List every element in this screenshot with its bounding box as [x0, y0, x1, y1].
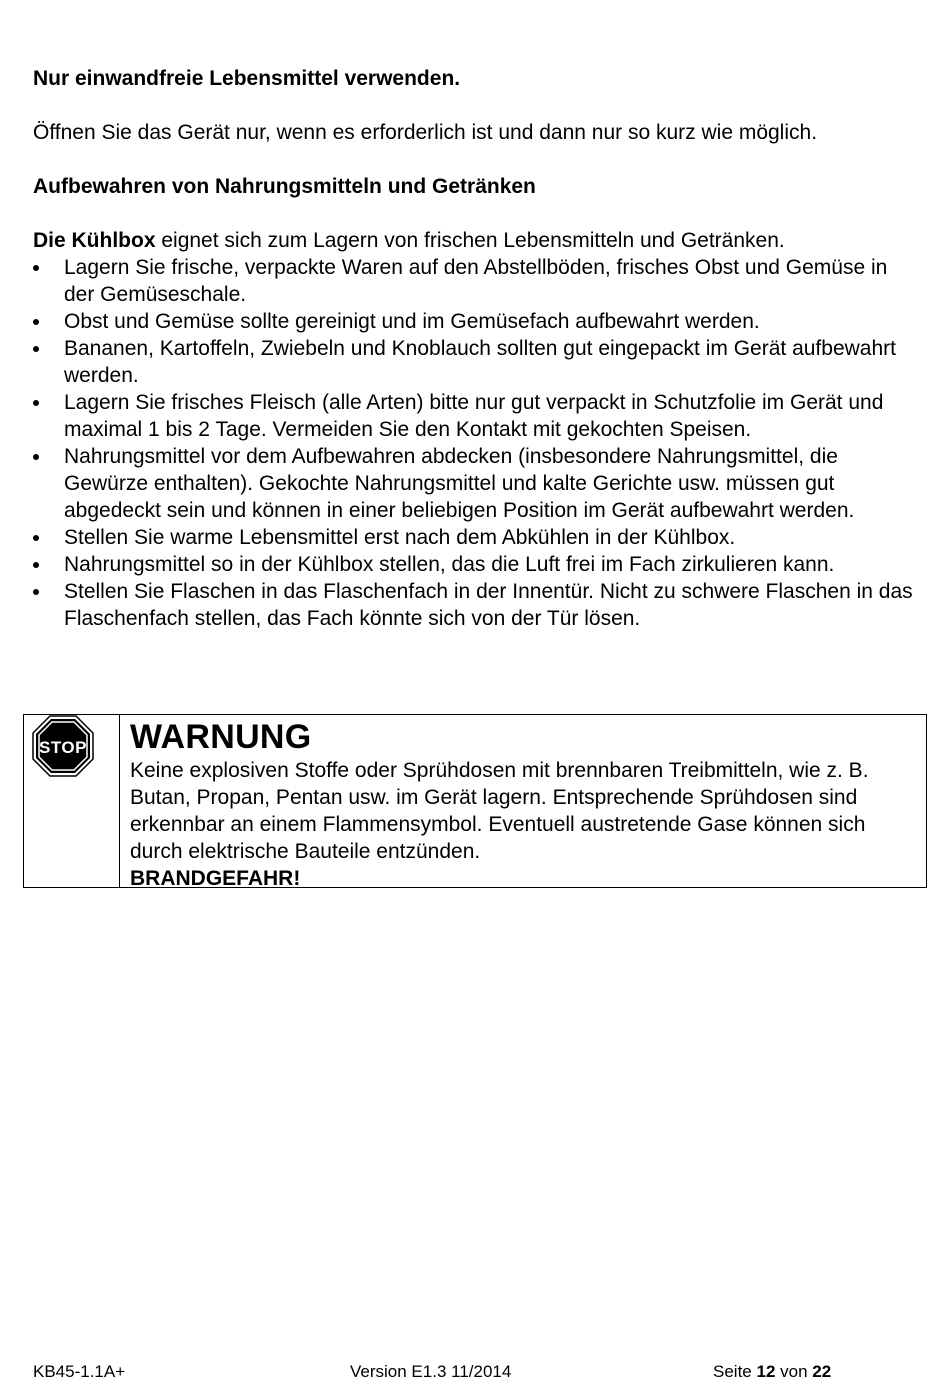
stop-sign-icon — [32, 715, 94, 777]
page-total: 22 — [812, 1362, 832, 1381]
warning-emphasis: BRANDGEFAHR! — [130, 867, 301, 890]
bullet-icon — [33, 562, 39, 568]
list-item-text: Bananen, Kartoffeln, Zwiebeln und Knoblauch sollten gut eingepackt im Gerät aufbewahrt werden. — [64, 337, 896, 387]
list-item — [33, 551, 923, 578]
list-item — [33, 335, 923, 389]
page-prefix: Seite — [713, 1362, 757, 1381]
open-note: Öffnen Sie das Gerät nur, wenn es erforderlich ist und dann nur so kurz wie möglich. — [33, 121, 818, 144]
bullet-icon — [33, 400, 39, 406]
list-item-text: Nahrungsmittel vor dem Aufbewahren abdecken (insbesondere Nahrungsmittel, die Gewürze enthalten). Gekochte Nahrungsmittel und kalte Gerichte usw. müssen gut abgedeckt sein und können in einer beliebigen Position im Gerät aufbewahrt werden. — [64, 445, 855, 522]
list-item-text: Lagern Sie frisches Fleisch (alle Arten) bitte nur gut verpackt in Schutzfolie im Gerät und maximal 1 bis 2 Tage. Vermeiden Sie den Kontakt mit gekochten Speisen. — [64, 391, 884, 441]
warning-text-cell — [120, 715, 926, 890]
warning-title: WARNUNG — [130, 718, 312, 756]
list-item — [33, 524, 923, 551]
intro-bold: Die Kühlbox — [33, 229, 156, 252]
bullet-icon — [33, 265, 39, 271]
stop-sign-text: STOP — [39, 738, 87, 757]
heading-food: Nur einwandfreie Lebensmittel verwenden. — [33, 67, 461, 90]
section-title: Aufbewahren von Nahrungsmitteln und Getränken — [33, 175, 536, 198]
list-item — [33, 254, 923, 308]
footer-version: Version E1.3 11/2014 — [350, 1362, 512, 1381]
list-item — [33, 308, 923, 335]
bullet-icon — [33, 535, 39, 541]
warning-box — [23, 714, 927, 888]
bullet-icon — [33, 589, 39, 595]
page-separator: von — [775, 1362, 813, 1381]
intro-paragraph — [33, 227, 923, 254]
intro-rest: eignet sich zum Lagern von frischen Lebensmitteln und Getränken. — [155, 229, 785, 252]
warning-icon-cell — [24, 715, 120, 887]
list-item-text: Stellen Sie warme Lebensmittel erst nach dem Abkühlen in der Kühlbox. — [64, 526, 736, 549]
page-current: 12 — [756, 1362, 776, 1381]
bullet-icon — [33, 319, 39, 325]
list-item-text: Nahrungsmittel so in der Kühlbox stellen, das die Luft frei im Fach zirkulieren kann. — [64, 553, 835, 576]
warning-body: Keine explosiven Stoffe oder Sprühdosen mit brennbaren Treibmitteln, wie z. B. Butan, Propan, Pentan usw. im Gerät lagern. Entsprechende Sprühdosen sind erkennbar an einem Flammensymbol. Eventuell austretende Gase können sich durch elektrische Bauteile entzünden. — [130, 759, 869, 863]
list-item-text: Lagern Sie frische, verpackte Waren auf den Abstellböden, frisches Obst und Gemüse in der Gemüseschale. — [64, 256, 888, 306]
document-content — [33, 65, 923, 632]
footer-model: KB45-1.1A+ — [33, 1362, 126, 1381]
list-item-text: Obst und Gemüse sollte gereinigt und im Gemüsefach aufbewahrt werden. — [64, 310, 760, 333]
footer-page-number — [713, 1361, 831, 1383]
bullet-icon — [33, 454, 39, 460]
list-item — [33, 578, 923, 632]
list-item — [33, 389, 923, 443]
storage-bullet-list — [33, 254, 923, 632]
list-item — [33, 443, 923, 524]
list-item-text: Stellen Sie Flaschen in das Flaschenfach in der Innentür. Nicht zu schwere Flaschen in das Flaschenfach stellen, das Fach könnte sich von der Tür lösen. — [64, 580, 913, 630]
bullet-icon — [33, 346, 39, 352]
